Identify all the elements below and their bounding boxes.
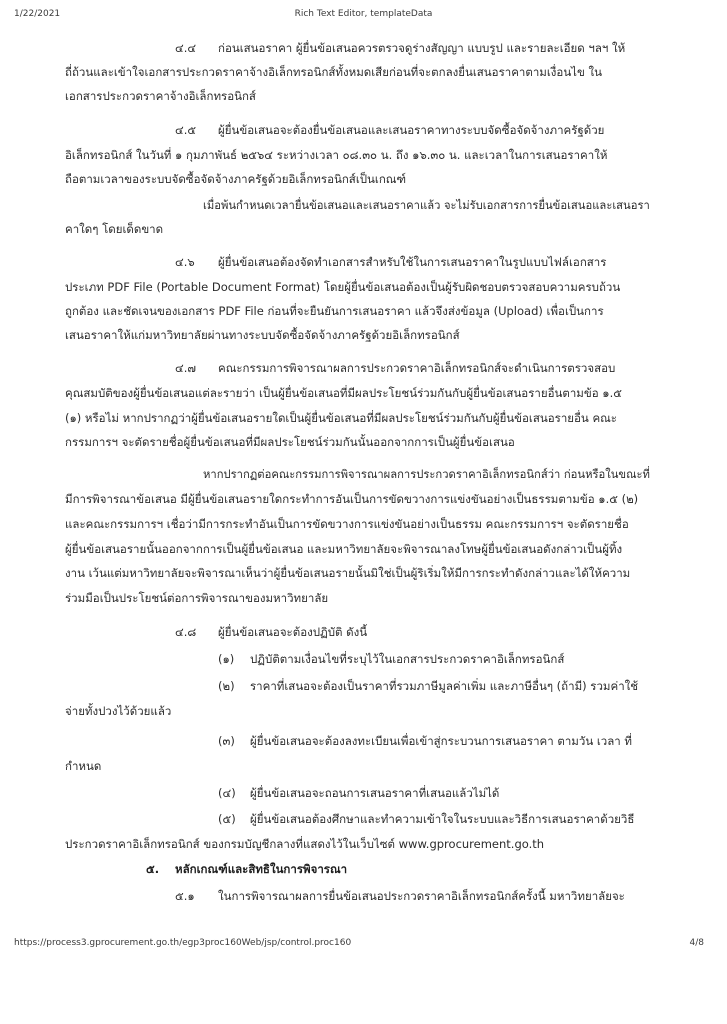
clause-text: คาใดๆ โดยเด็ดขาด bbox=[65, 222, 164, 236]
clause-text: ผู้ยื่นข้อเสนอจะต้องยื่นข้อเสนอและเสนอราคาทางระบบจัดซื้อจัดจ้างภาครัฐด้วย bbox=[218, 123, 605, 137]
page-number: 4/8 bbox=[689, 938, 704, 948]
clause-text: เสนอราคาให้แก่มหาวิทยาลัยผ่านทางระบบจัดซื้อจัดจ้างภาครัฐด้วยอิเล็กทรอนิกส์ bbox=[65, 328, 460, 342]
sub-item-text: ปฏิบัติตามเงื่อนไขที่ระบุไว้ในเอกสารประกวดราคาอิเล็กทรอนิกส์ bbox=[250, 652, 565, 666]
clause-text: ผู้ยื่นข้อเสนอจะต้องปฏิบัติ ดังนี้ bbox=[218, 625, 368, 639]
sub-item-text: ผู้ยื่นข้อเสนอจะต้องลงทะเบียนเพื่อเข้าสู่กระบวนการเสนอราคา ตามวัน เวลา ที่ bbox=[250, 734, 632, 748]
clause-text: กรรมการฯ จะตัดรายชื่อผู้ยื่นข้อเสนอที่มีผลประโยชน์ร่วมกันนั้นออกจากการเป็นผู้ยื่นข้อเสนอ bbox=[65, 435, 515, 449]
print-title: Rich Text Editor, templateData bbox=[294, 9, 433, 19]
clause-text: อิเล็กทรอนิกส์ ในวันที่ ๑ กุมภาพันธ์ ๒๕๖๔ ระหว่างเวลา ๐๘.๓๐ น. ถึง ๑๖.๓๐ น. และเวลาในการเสนอราคาให้ bbox=[65, 148, 608, 162]
clause-text: เมื่อพ้นกำหนดเวลายื่นข้อเสนอและเสนอราคาแล้ว จะไม่รับเอกสารการยื่นข้อเสนอและเสนอรา bbox=[203, 198, 650, 212]
clause-number: ๔.๖ bbox=[175, 255, 195, 269]
clause-text: ผู้ยื่นข้อเสนอรายนั้นออกจากการเป็นผู้ยื่นข้อเสนอ และมหาวิทยาลัยจะพิจารณาลงโทษผู้ยื่นข้อเสนอดังกล่าวเป็นผู้ทิ้ง bbox=[65, 542, 623, 556]
sub-item-number: (๓) bbox=[218, 734, 235, 748]
clause-text: ประเภท PDF File (Portable Document Format) โดยผู้ยื่นข้อเสนอต้องเป็นผู้รับผิดชอบตรวจสอบความครบถ้วน bbox=[65, 280, 621, 294]
clause-text: ในการพิจารณาผลการยื่นข้อเสนอประกวดราคาอิเล็กทรอนิกส์ครั้งนี้ มหาวิทยาลัยจะ bbox=[218, 889, 625, 903]
print-url: https://process3.gprocurement.go.th/egp3proc160Web/jsp/control.proc160 bbox=[14, 938, 352, 948]
sub-item-number: (๔) bbox=[218, 786, 236, 800]
clause-text: ถี่ถ้วนและเข้าใจเอกสารประกวดราคาจ้างอิเล็กทรอนิกส์ทั้งหมดเสียก่อนที่จะตกลงยื่นเสนอราคาตามเงื่อนไข ใน bbox=[65, 65, 602, 79]
clause-text: และคณะกรรมการฯ เชื่อว่ามีการกระทำอันเป็นการขัดขวางการแข่งขันอย่างเป็นธรรม คณะกรรมการฯ จะตัดรายชื่อ bbox=[65, 517, 629, 531]
clause-text: ถือตามเวลาของระบบจัดซื้อจัดจ้างภาครัฐด้วยอิเล็กทรอนิกส์เป็นเกณฑ์ bbox=[65, 172, 407, 186]
sub-item-text: ประกวดราคาอิเล็กทรอนิกส์ ของกรมบัญชีกลางที่แสดงไว้ในเว็บไซต์ www.gprocurement.go.th bbox=[65, 837, 545, 851]
sub-item-text: จ่ายทั้งปวงไว้ด้วยแล้ว bbox=[65, 704, 172, 718]
clause-text: ผู้ยื่นข้อเสนอต้องจัดทำเอกสารสำหรับใช้ในการเสนอราคาในรูปแบบไฟล์เอกสาร bbox=[218, 255, 607, 269]
clause-text: คุณสมบัติของผู้ยื่นข้อเสนอแต่ละรายว่า เป็นผู้ยื่นข้อเสนอที่มีผลประโยชน์ร่วมกันกับผู้ยื่นข้อเสนอรายอื่นตามข้อ ๑.๕ bbox=[65, 386, 622, 400]
clause-number: ๔.๕ bbox=[175, 123, 197, 137]
clause-number: ๔.๘ bbox=[175, 625, 197, 639]
sub-item-text: ราคาที่เสนอจะต้องเป็นราคาที่รวมภาษีมูลค่าเพิ่ม และภาษีอื่นๆ (ถ้ามี) รวมค่าใช้ bbox=[250, 679, 639, 693]
section-number: ๕. bbox=[146, 862, 160, 876]
sub-item-number: (๕) bbox=[218, 812, 236, 826]
clause-text: ก่อนเสนอราคา ผู้ยื่นข้อเสนอควรตรวจดูร่างสัญญา แบบรูป และรายละเอียด ฯลฯ ให้ bbox=[218, 41, 626, 55]
clause-text: คณะกรรมการพิจารณาผลการประกวดราคาอิเล็กทรอนิกส์จะดำเนินการตรวจสอบ bbox=[218, 361, 616, 375]
sub-item-number: (๑) bbox=[218, 652, 235, 666]
clause-text: (๑) หรือไม่ หากปรากฏว่าผู้ยื่นข้อเสนอรายใดเป็นผู้ยื่นข้อเสนอที่มีผลประโยชน์ร่วมกันกับผู้ยื่นข้อเสนอรายอื่น คณะ bbox=[65, 411, 617, 425]
print-date: 1/22/2021 bbox=[14, 9, 61, 19]
sub-item-text: ผู้ยื่นข้อเสนอจะถอนการเสนอราคาที่เสนอแล้วไม่ได้ bbox=[250, 786, 500, 800]
clause-text: ร่วมมือเป็นประโยชน์ต่อการพิจารณาของมหาวิทยาลัย bbox=[65, 591, 329, 605]
clause-number: ๔.๔ bbox=[175, 41, 197, 55]
sub-item-text: กำหนด bbox=[65, 759, 102, 773]
sub-item-text: ผู้ยื่นข้อเสนอต้องศึกษาและทำความเข้าใจในระบบและวิธีการเสนอราคาด้วยวิธี bbox=[250, 812, 635, 826]
clause-text: ถูกต้อง และชัดเจนของเอกสาร PDF File ก่อนที่จะยืนยันการเสนอราคา แล้วจึงส่งข้อมูล (Upload) เพื่อเป็นการ bbox=[65, 304, 604, 318]
clause-text: มีการพิจารณาข้อเสนอ มีผู้ยื่นข้อเสนอรายใดกระทำการอันเป็นการขัดขวางการแข่งขันอย่างเป็นธรรมตามข้อ ๑.๕ (๒) bbox=[65, 492, 639, 506]
section-title: หลักเกณฑ์และสิทธิในการพิจารณา bbox=[175, 862, 348, 876]
clause-number: ๕.๑ bbox=[175, 889, 195, 903]
clause-text: เอกสารประกวดราคาจ้างอิเล็กทรอนิกส์ bbox=[65, 89, 256, 103]
clause-text: หากปรากฏต่อคณะกรรมการพิจารณาผลการประกวดราคาอิเล็กทรอนิกส์ว่า ก่อนหรือในขณะที่ bbox=[203, 467, 650, 481]
clause-number: ๔.๗ bbox=[175, 361, 197, 375]
clause-text: งาน เว้นแต่มหาวิทยาลัยจะพิจารณาเห็นว่าผู้ยื่นข้อเสนอรายนั้นมิใช่เป็นผู้ริเริ่มให้มีการกระทำดังกล่าวและได้ให้ความ bbox=[65, 566, 631, 580]
sub-item-number: (๒) bbox=[218, 679, 235, 693]
